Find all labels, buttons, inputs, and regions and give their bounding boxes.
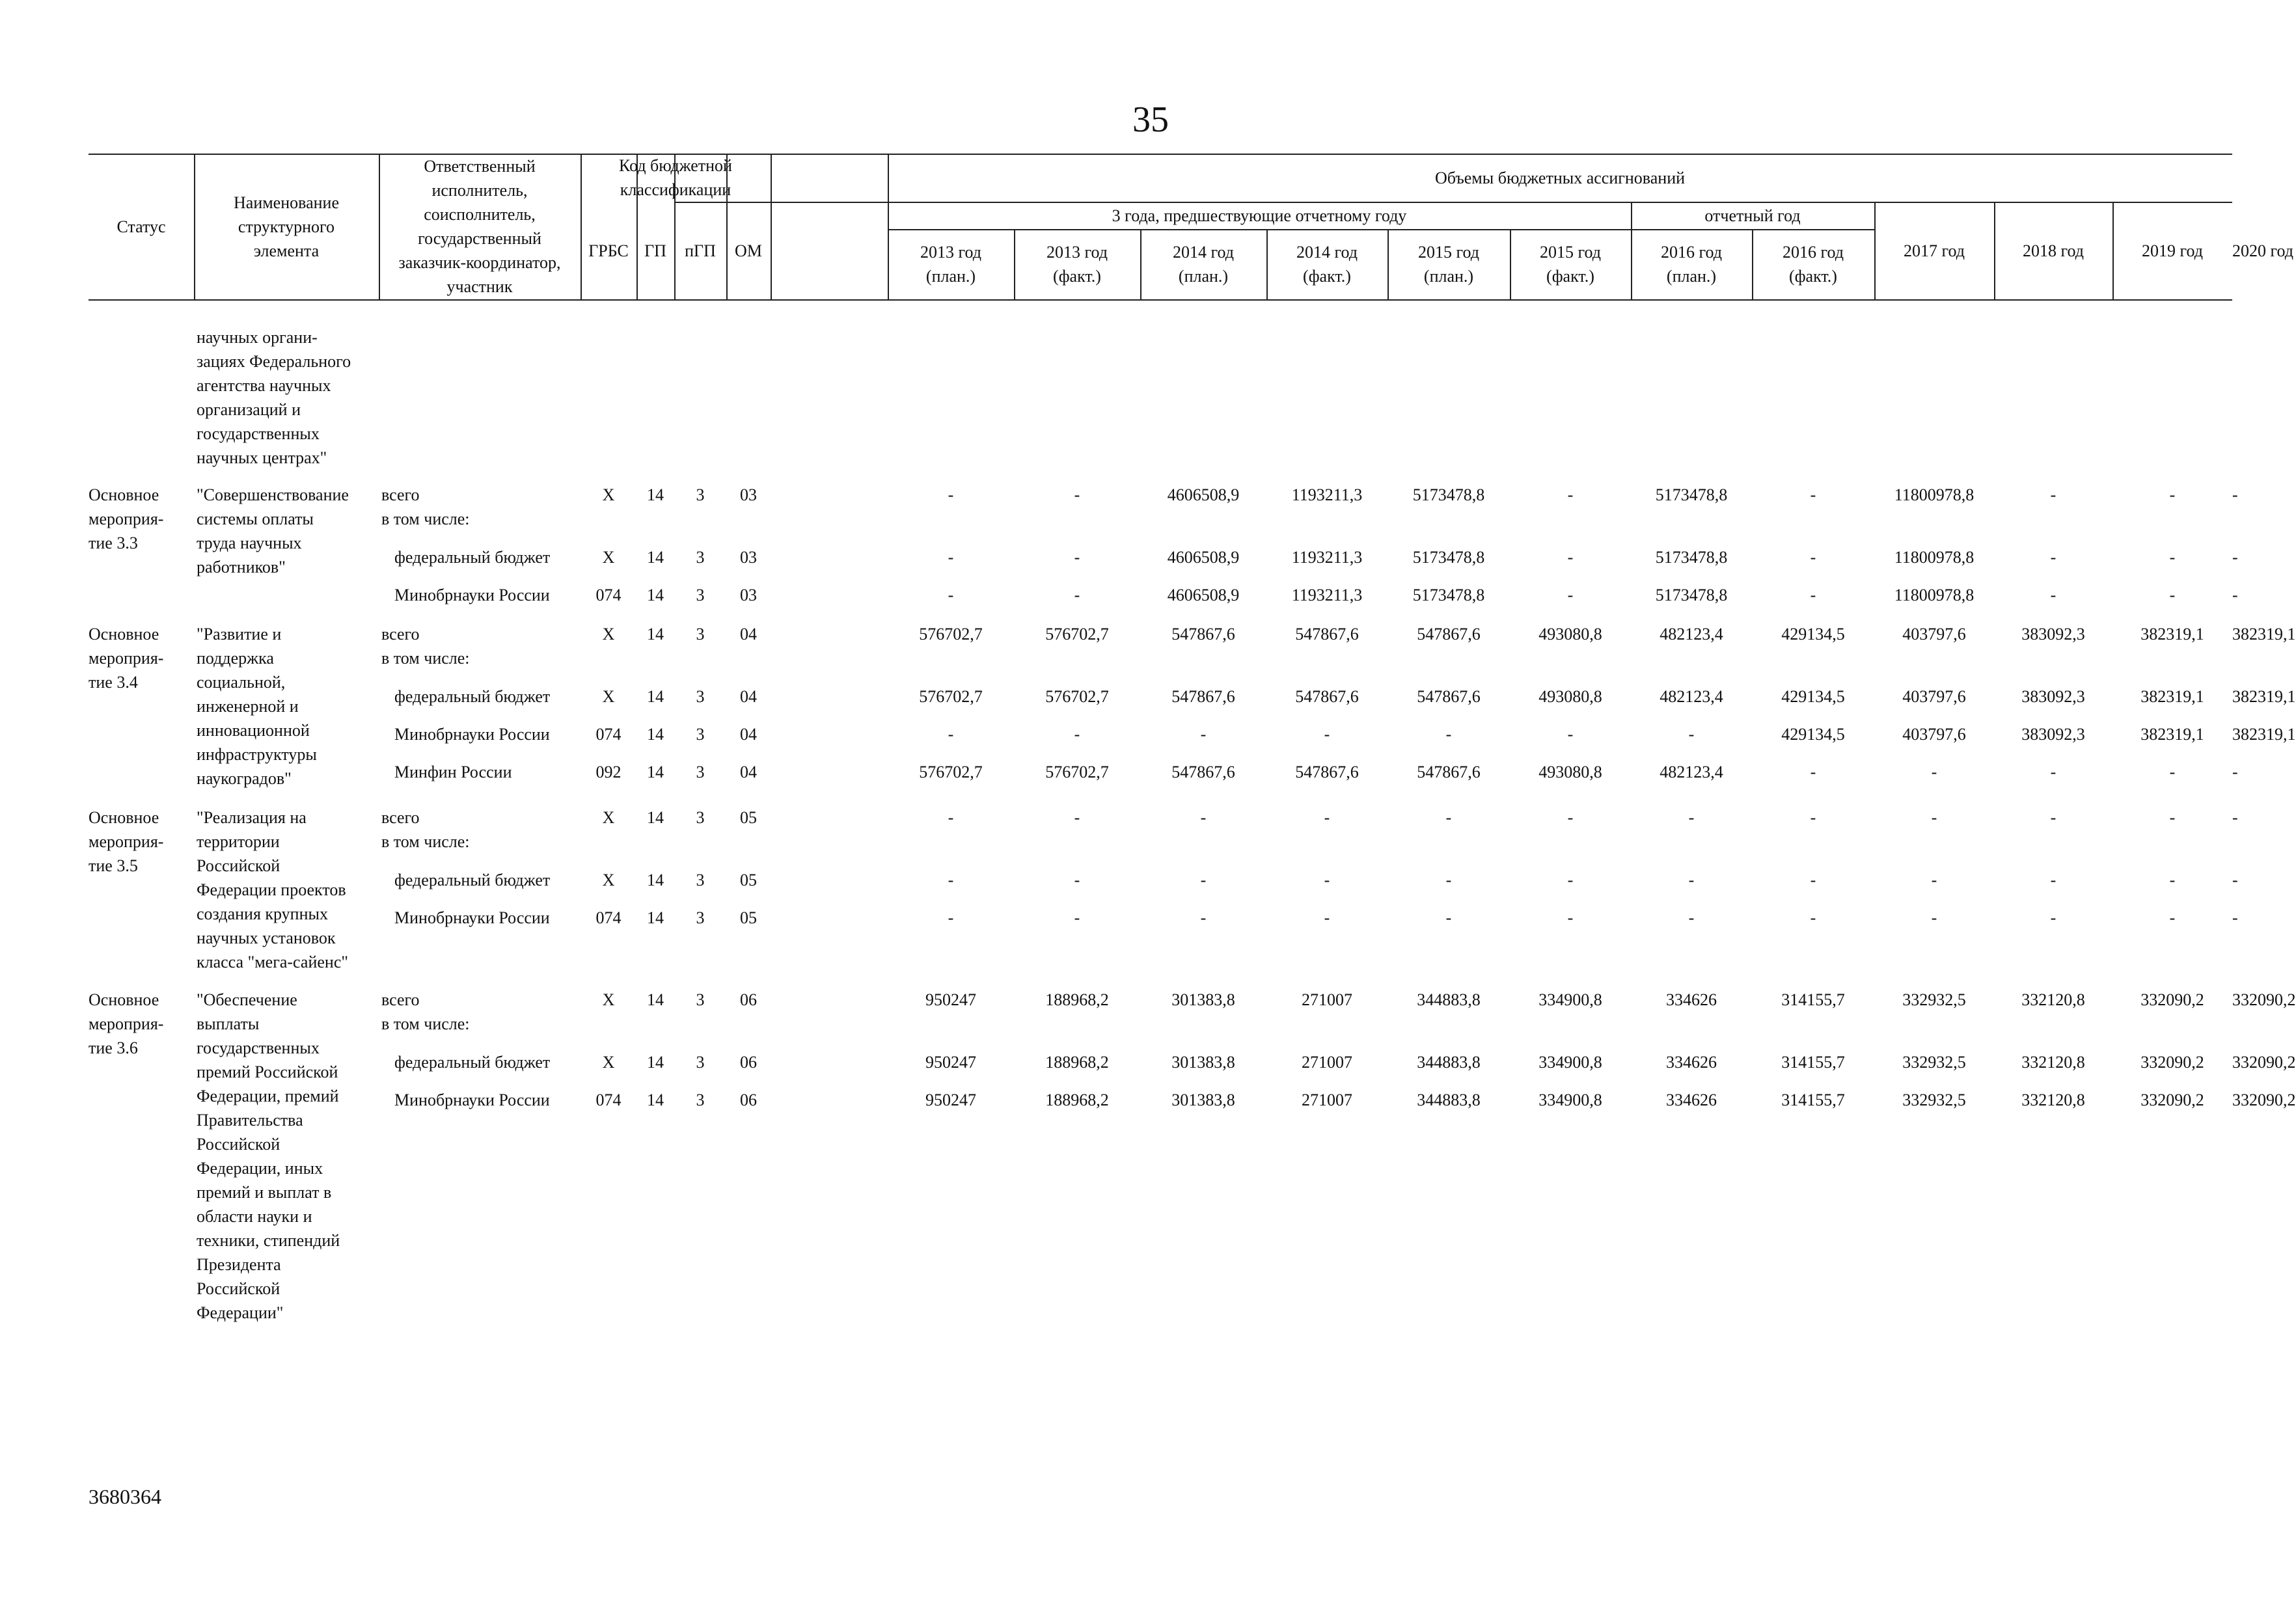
code-cell: 3: [696, 485, 705, 504]
value-cell: 188968,2: [1045, 1053, 1109, 1072]
value-cell: -: [2169, 908, 2176, 927]
value-cell: -: [1445, 908, 1452, 927]
value-cell: -: [1567, 485, 1574, 504]
value-cell: 11800978,8: [1894, 548, 1975, 567]
header-year-11: 2019 год: [2142, 241, 2203, 260]
value-cell: 403797,6: [1902, 625, 1966, 644]
value-cell: -: [1567, 548, 1574, 567]
header-prev-years: 3 года, предшествующие отчетному году: [1112, 206, 1407, 225]
continuation-text: научных органи- зациях Федерального агентства научных организаций и государственных научных центрах": [197, 328, 351, 467]
value-cell: -: [1200, 908, 1207, 927]
header-code-3: пГП: [685, 241, 716, 260]
code-cell: 14: [647, 548, 664, 567]
header-year-12: 2020 год: [2232, 241, 2293, 260]
value-cell: 576702,7: [919, 687, 983, 706]
code-cell: 14: [647, 687, 664, 706]
value-cell: 332932,5: [1902, 1053, 1966, 1072]
value-cell: -: [1810, 808, 1816, 827]
value-cell: 429134,5: [1781, 625, 1845, 644]
code-cell: 14: [647, 625, 664, 644]
header-code-1: ГРБС: [588, 241, 629, 260]
header-report-year: отчетный год: [1704, 206, 1801, 225]
value-cell: 301383,8: [1171, 990, 1235, 1009]
code-cell: 3: [696, 625, 705, 644]
element-name: "Обеспечение выплаты государственных премий Российской Федерации, премий Правительства Российской Федерации, иных премий и выплат в области науки и техники, стипендий Президента Российской Федерации": [197, 990, 340, 1322]
header-code-2: ГП: [644, 241, 666, 260]
value-cell: 950247: [925, 1053, 976, 1072]
value-cell: 547867,6: [1417, 625, 1481, 644]
value-cell: -: [2169, 485, 2176, 504]
value-cell: 382319,1: [2140, 725, 2204, 744]
value-cell: -: [2232, 808, 2238, 827]
value-cell: -: [2050, 586, 2057, 604]
responsible-cell: Минобрнауки России: [394, 586, 550, 604]
value-cell: 332932,5: [1902, 990, 1966, 1009]
responsible-cell: Минобрнауки России: [394, 1091, 550, 1109]
value-cell: -: [2232, 871, 2238, 889]
responsible-cell: всего в том числе:: [381, 625, 470, 668]
code-cell: Х: [602, 1053, 615, 1072]
code-cell: 06: [740, 990, 757, 1009]
value-cell: 547867,6: [1295, 687, 1359, 706]
value-cell: -: [1200, 808, 1207, 827]
value-cell: -: [1810, 908, 1816, 927]
value-cell: 4606508,9: [1167, 485, 1240, 504]
value-cell: 547867,6: [1171, 625, 1235, 644]
code-cell: Х: [602, 871, 615, 889]
header-year-3: 2014 год (план.): [1173, 243, 1234, 286]
value-cell: -: [1074, 725, 1080, 744]
value-cell: 1193211,3: [1291, 485, 1363, 504]
value-cell: 188968,2: [1045, 990, 1109, 1009]
header-year-10: 2018 год: [2023, 241, 2084, 260]
value-cell: -: [1324, 808, 1330, 827]
value-cell: -: [2169, 586, 2176, 604]
code-cell: 3: [696, 990, 705, 1009]
value-cell: 344883,8: [1417, 1091, 1481, 1109]
code-cell: Х: [602, 625, 615, 644]
responsible-cell: всего в том числе:: [381, 990, 470, 1033]
code-cell: 14: [647, 725, 664, 744]
code-cell: Х: [602, 990, 615, 1009]
code-cell: 04: [740, 763, 757, 781]
code-cell: 03: [740, 586, 757, 604]
rule: [771, 154, 772, 299]
code-cell: 3: [696, 908, 705, 927]
responsible-cell: Минобрнауки России: [394, 908, 550, 927]
value-cell: -: [1567, 725, 1574, 744]
code-cell: 3: [696, 808, 705, 827]
value-cell: -: [1074, 485, 1080, 504]
rule: [89, 299, 2232, 301]
code-cell: Х: [602, 687, 615, 706]
value-cell: 493080,8: [1538, 625, 1602, 644]
value-cell: 1193211,3: [1291, 548, 1363, 567]
value-cell: -: [2169, 548, 2176, 567]
value-cell: -: [2050, 763, 2057, 781]
value-cell: 547867,6: [1295, 763, 1359, 781]
value-cell: 332120,8: [2021, 990, 2085, 1009]
value-cell: 334900,8: [1538, 1053, 1602, 1072]
code-cell: 05: [740, 871, 757, 889]
value-cell: -: [1810, 485, 1816, 504]
value-cell: 429134,5: [1781, 687, 1845, 706]
value-cell: 332932,5: [1902, 1091, 1966, 1109]
code-cell: 14: [647, 763, 664, 781]
value-cell: -: [1074, 548, 1080, 567]
responsible-cell: федеральный бюджет: [394, 1053, 551, 1072]
value-cell: 344883,8: [1417, 1053, 1481, 1072]
value-cell: -: [1074, 586, 1080, 604]
header-year-8: 2016 год (факт.): [1783, 243, 1844, 286]
code-cell: 14: [647, 1091, 664, 1109]
value-cell: 576702,7: [1045, 763, 1109, 781]
value-cell: -: [1931, 908, 1937, 927]
code-cell: 04: [740, 687, 757, 706]
value-cell: -: [948, 485, 954, 504]
value-cell: 332090,2: [2232, 1091, 2296, 1109]
value-cell: -: [2232, 586, 2238, 604]
value-cell: 334626: [1666, 1053, 1717, 1072]
value-cell: 382319,1: [2140, 687, 2204, 706]
code-cell: 14: [647, 1053, 664, 1072]
header-year-6: 2015 год (факт.): [1540, 243, 1601, 286]
value-cell: -: [1324, 725, 1330, 744]
header-code-4: ОМ: [735, 241, 762, 260]
value-cell: 332090,2: [2140, 1091, 2204, 1109]
responsible-cell: Минобрнауки России: [394, 725, 550, 744]
code-cell: 14: [647, 485, 664, 504]
value-cell: 403797,6: [1902, 687, 1966, 706]
value-cell: 332090,2: [2232, 1053, 2296, 1072]
value-cell: 547867,6: [1171, 763, 1235, 781]
value-cell: 429134,5: [1781, 725, 1845, 744]
header-year-4: 2014 год (факт.): [1296, 243, 1358, 286]
code-cell: 074: [595, 1091, 622, 1109]
status-cell: Основное мероприя- тие 3.3: [89, 485, 164, 552]
code-cell: 03: [740, 548, 757, 567]
value-cell: -: [2232, 908, 2238, 927]
code-cell: 04: [740, 725, 757, 744]
value-cell: -: [1074, 871, 1080, 889]
value-cell: -: [1931, 763, 1937, 781]
element-name: "Развитие и поддержка социальной, инженерной и инновационной инфраструктуры наукоградов": [197, 625, 317, 788]
value-cell: -: [1567, 871, 1574, 889]
header-year-7: 2016 год (план.): [1661, 243, 1722, 286]
value-cell: -: [1688, 725, 1695, 744]
code-cell: 06: [740, 1053, 757, 1072]
value-cell: -: [1200, 871, 1207, 889]
value-cell: 332120,8: [2021, 1053, 2085, 1072]
code-cell: 06: [740, 1091, 757, 1109]
value-cell: -: [1445, 808, 1452, 827]
value-cell: 576702,7: [919, 763, 983, 781]
value-cell: 547867,6: [1417, 687, 1481, 706]
value-cell: -: [1074, 808, 1080, 827]
code-cell: 14: [647, 908, 664, 927]
value-cell: -: [948, 725, 954, 744]
value-cell: 493080,8: [1538, 687, 1602, 706]
value-cell: 482123,4: [1660, 763, 1723, 781]
value-cell: -: [1445, 725, 1452, 744]
value-cell: -: [1445, 871, 1452, 889]
value-cell: -: [2169, 808, 2176, 827]
value-cell: 5173478,8: [1655, 485, 1728, 504]
code-cell: 03: [740, 485, 757, 504]
value-cell: 271007: [1302, 1053, 1352, 1072]
value-cell: -: [1688, 908, 1695, 927]
code-cell: 3: [696, 586, 705, 604]
value-cell: 11800978,8: [1894, 485, 1975, 504]
value-cell: 4606508,9: [1167, 548, 1240, 567]
value-cell: 334626: [1666, 990, 1717, 1009]
value-cell: 332090,2: [2140, 1053, 2204, 1072]
responsible-cell: федеральный бюджет: [394, 871, 551, 889]
value-cell: 5173478,8: [1412, 586, 1485, 604]
value-cell: -: [1931, 871, 1937, 889]
code-cell: 14: [647, 808, 664, 827]
code-cell: Х: [602, 808, 615, 827]
value-cell: -: [2050, 485, 2057, 504]
header-status: Статус: [116, 217, 166, 236]
code-cell: 05: [740, 908, 757, 927]
header-responsible: Ответственный исполнитель, соисполнитель, государственный заказчик-координатор, участник: [398, 157, 561, 296]
header-year-9: 2017 год: [1904, 241, 1965, 260]
value-cell: 383092,3: [2021, 725, 2085, 744]
code-cell: 3: [696, 725, 705, 744]
header-name: Наименование структурного элемента: [234, 193, 339, 260]
code-cell: 3: [696, 763, 705, 781]
value-cell: 5173478,8: [1655, 548, 1728, 567]
responsible-cell: всего в том числе:: [381, 808, 470, 851]
value-cell: 383092,3: [2021, 687, 2085, 706]
value-cell: 5173478,8: [1412, 548, 1485, 567]
value-cell: -: [1324, 908, 1330, 927]
value-cell: 271007: [1302, 990, 1352, 1009]
value-cell: 576702,7: [1045, 687, 1109, 706]
value-cell: 332120,8: [2021, 1091, 2085, 1109]
value-cell: 301383,8: [1171, 1091, 1235, 1109]
value-cell: -: [2050, 908, 2057, 927]
value-cell: -: [1688, 871, 1695, 889]
value-cell: -: [1810, 871, 1816, 889]
element-name: "Реализация на территории Российской Федерации проектов создания крупных научных установок класса "мега-сайенс": [197, 808, 348, 971]
value-cell: 314155,7: [1781, 1053, 1845, 1072]
value-cell: -: [948, 548, 954, 567]
value-cell: -: [2050, 808, 2057, 827]
value-cell: 382319,1: [2232, 687, 2296, 706]
value-cell: 382319,1: [2232, 725, 2296, 744]
value-cell: -: [948, 908, 954, 927]
value-cell: 950247: [925, 1091, 976, 1109]
value-cell: 1193211,3: [1291, 586, 1363, 604]
value-cell: 301383,8: [1171, 1053, 1235, 1072]
code-cell: 3: [696, 548, 705, 567]
value-cell: 5173478,8: [1412, 485, 1485, 504]
value-cell: -: [1567, 586, 1574, 604]
value-cell: 344883,8: [1417, 990, 1481, 1009]
code-cell: 3: [696, 871, 705, 889]
value-cell: 576702,7: [1045, 625, 1109, 644]
value-cell: -: [948, 808, 954, 827]
code-cell: 14: [647, 871, 664, 889]
code-cell: Х: [602, 485, 615, 504]
value-cell: -: [948, 871, 954, 889]
value-cell: -: [1074, 908, 1080, 927]
value-cell: -: [2169, 763, 2176, 781]
value-cell: 482123,4: [1660, 625, 1723, 644]
value-cell: 482123,4: [1660, 687, 1723, 706]
value-cell: 382319,1: [2140, 625, 2204, 644]
code-cell: 3: [696, 1091, 705, 1109]
code-cell: 05: [740, 808, 757, 827]
element-name: "Совершенствование системы оплаты труда научных работников": [197, 485, 349, 576]
value-cell: -: [2050, 871, 2057, 889]
value-cell: 332090,2: [2232, 990, 2296, 1009]
code-cell: 074: [595, 908, 622, 927]
value-cell: 547867,6: [1171, 687, 1235, 706]
status-cell: Основное мероприя- тие 3.4: [89, 625, 164, 692]
value-cell: 547867,6: [1417, 763, 1481, 781]
header-year-2: 2013 год (факт.): [1046, 243, 1108, 286]
value-cell: -: [2232, 763, 2238, 781]
code-cell: 074: [595, 586, 622, 604]
value-cell: -: [1567, 808, 1574, 827]
header-year-1: 2013 год (план.): [920, 243, 981, 286]
value-cell: -: [948, 586, 954, 604]
value-cell: -: [1324, 871, 1330, 889]
value-cell: 188968,2: [1045, 1091, 1109, 1109]
value-cell: 314155,7: [1781, 1091, 1845, 1109]
header-volumes: Объемы бюджетных ассигнований: [1434, 168, 1686, 187]
value-cell: 332090,2: [2140, 990, 2204, 1009]
value-cell: -: [2169, 871, 2176, 889]
responsible-cell: федеральный бюджет: [394, 548, 551, 567]
responsible-cell: федеральный бюджет: [394, 687, 551, 706]
code-cell: 14: [647, 586, 664, 604]
value-cell: 950247: [925, 990, 976, 1009]
code-cell: 3: [696, 1053, 705, 1072]
code-cell: Х: [602, 548, 615, 567]
code-cell: 14: [647, 990, 664, 1009]
header-code-group: Код бюджетной классификации: [619, 156, 732, 199]
value-cell: -: [2050, 548, 2057, 567]
value-cell: -: [1200, 725, 1207, 744]
header-year-5: 2015 год (план.): [1418, 243, 1479, 286]
document-id: 3680364: [89, 1485, 161, 1508]
value-cell: -: [1810, 763, 1816, 781]
code-cell: 04: [740, 625, 757, 644]
value-cell: -: [1810, 586, 1816, 604]
status-cell: Основное мероприя- тие 3.5: [89, 808, 164, 875]
value-cell: 314155,7: [1781, 990, 1845, 1009]
value-cell: -: [1931, 808, 1937, 827]
value-cell: -: [1810, 548, 1816, 567]
value-cell: 4606508,9: [1167, 586, 1240, 604]
value-cell: 576702,7: [919, 625, 983, 644]
value-cell: 334900,8: [1538, 1091, 1602, 1109]
page-number: 35: [1132, 100, 1169, 140]
value-cell: -: [2232, 548, 2238, 567]
value-cell: 403797,6: [1902, 725, 1966, 744]
value-cell: -: [1688, 808, 1695, 827]
value-cell: 547867,6: [1295, 625, 1359, 644]
value-cell: 5173478,8: [1655, 586, 1728, 604]
value-cell: 334626: [1666, 1091, 1717, 1109]
value-cell: 271007: [1302, 1091, 1352, 1109]
value-cell: 383092,3: [2021, 625, 2085, 644]
value-cell: 493080,8: [1538, 763, 1602, 781]
code-cell: 092: [595, 763, 622, 781]
value-cell: 11800978,8: [1894, 586, 1975, 604]
value-cell: -: [2232, 485, 2238, 504]
code-cell: 3: [696, 687, 705, 706]
value-cell: -: [1567, 908, 1574, 927]
value-cell: 382319,1: [2232, 625, 2296, 644]
value-cell: 334900,8: [1538, 990, 1602, 1009]
code-cell: 074: [595, 725, 622, 744]
responsible-cell: всего в том числе:: [381, 485, 470, 528]
status-cell: Основное мероприя- тие 3.6: [89, 990, 164, 1057]
responsible-cell: Минфин России: [394, 763, 512, 781]
